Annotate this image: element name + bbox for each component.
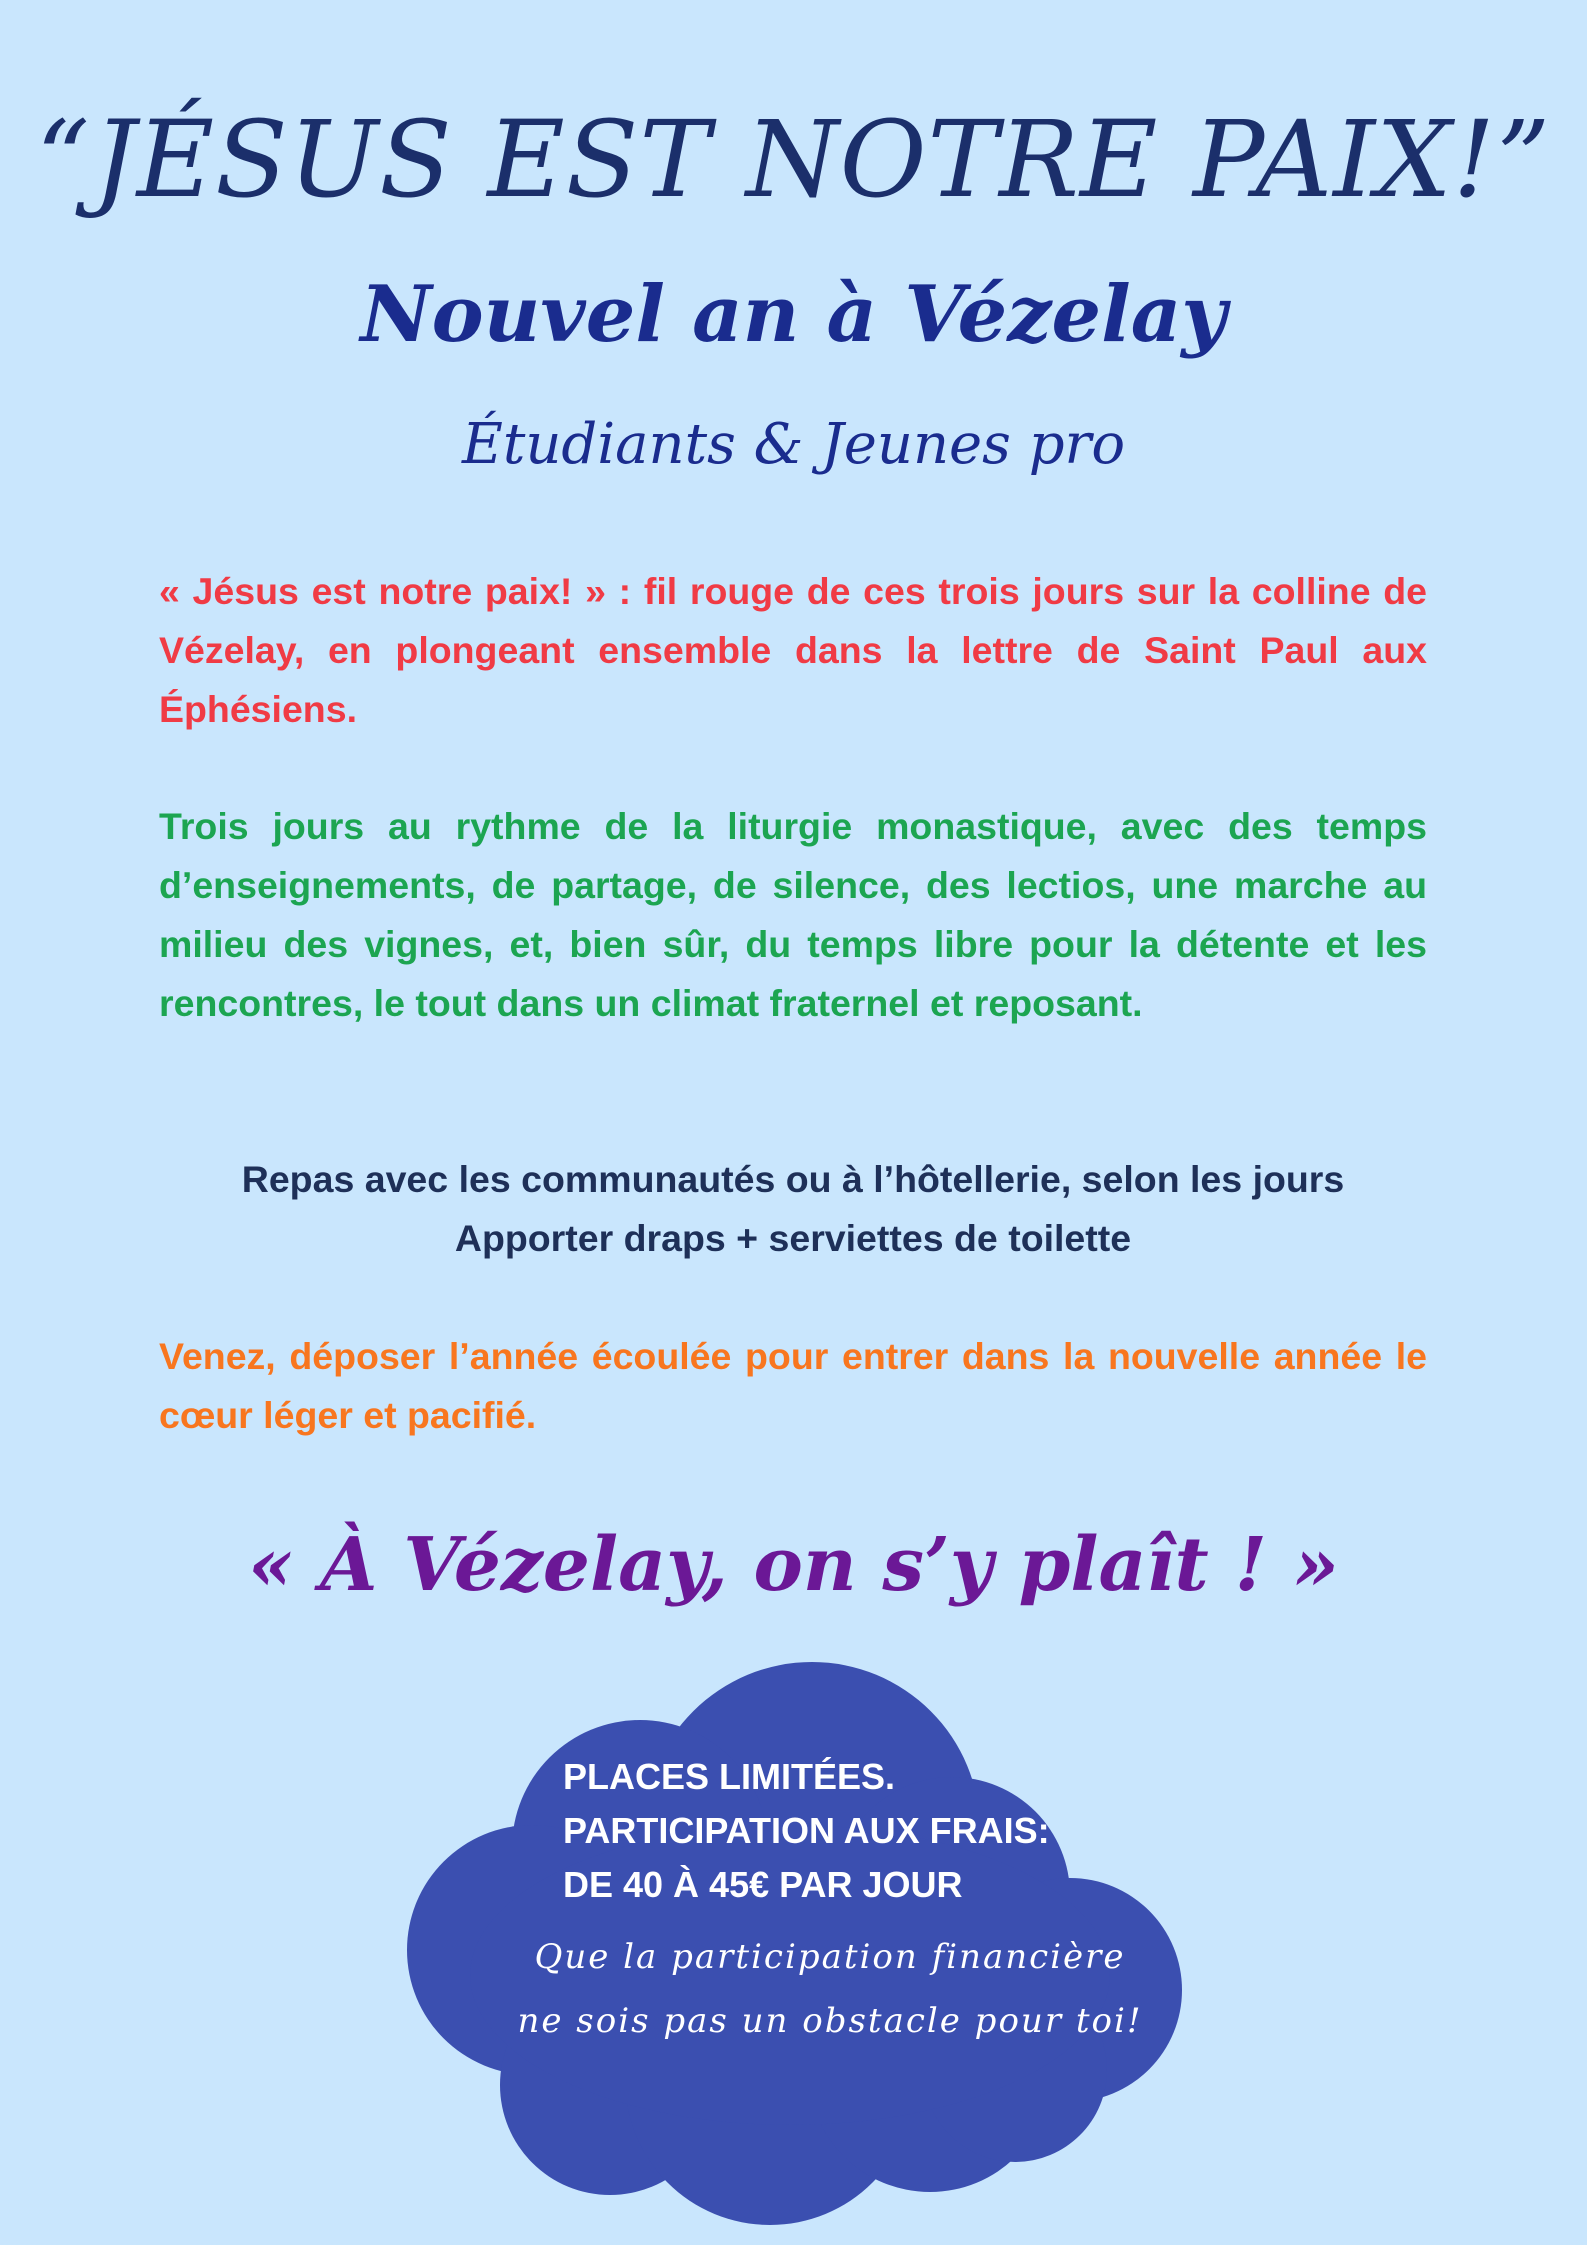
- program-paragraph: Trois jours au rythme de la liturgie monastique, avec des temps d’enseignements, de partage, de silence, des lectios, une marche au milieu des vignes, et, bien sûr, du temps libre pour la détente et les rencontres, le tout dans un climat fraternel et reposant.: [159, 805, 1427, 1024]
- places-limited: PLACES LIMITÉES.: [563, 1756, 896, 1797]
- event-subtitle: Nouvel an à Vézelay: [360, 269, 1227, 360]
- financial-note: [500, 1925, 1160, 2053]
- financial-note-line1: Que la participation financière: [534, 1937, 1126, 1977]
- financial-note-line2: ne sois pas un obstacle pour toi!: [517, 2001, 1143, 2041]
- invitation-paragraph: Venez, déposer l’année écoulée pour entrer dans la nouvelle année le cœur léger et pacifié.: [159, 1335, 1427, 1436]
- audience-label: Étudiants & Jeunes pro: [461, 412, 1126, 477]
- participation-label: PARTICIPATION AUX FRAIS:: [563, 1810, 1050, 1851]
- price-per-day: DE 40 À 45€ PAR JOUR: [563, 1864, 963, 1905]
- page-title: “JÉSUS EST NOTRE PAIX!”: [35, 98, 1552, 221]
- meals-line: Repas avec les communautés ou à l’hôtellerie, selon les jours: [241, 1158, 1345, 1200]
- bedding-line: Apporter draps + serviettes de toilette: [454, 1217, 1132, 1259]
- intro-paragraph: « Jésus est notre paix! » : fil rouge de ces trois jours sur la colline de Vézelay, en plongeant ensemble dans la lettre de Saint Paul aux Éphésiens.: [159, 570, 1427, 730]
- motto: « À Vézelay, on s’y plaît ! »: [248, 1522, 1339, 1608]
- info-cloud-heading: [563, 1750, 1123, 1912]
